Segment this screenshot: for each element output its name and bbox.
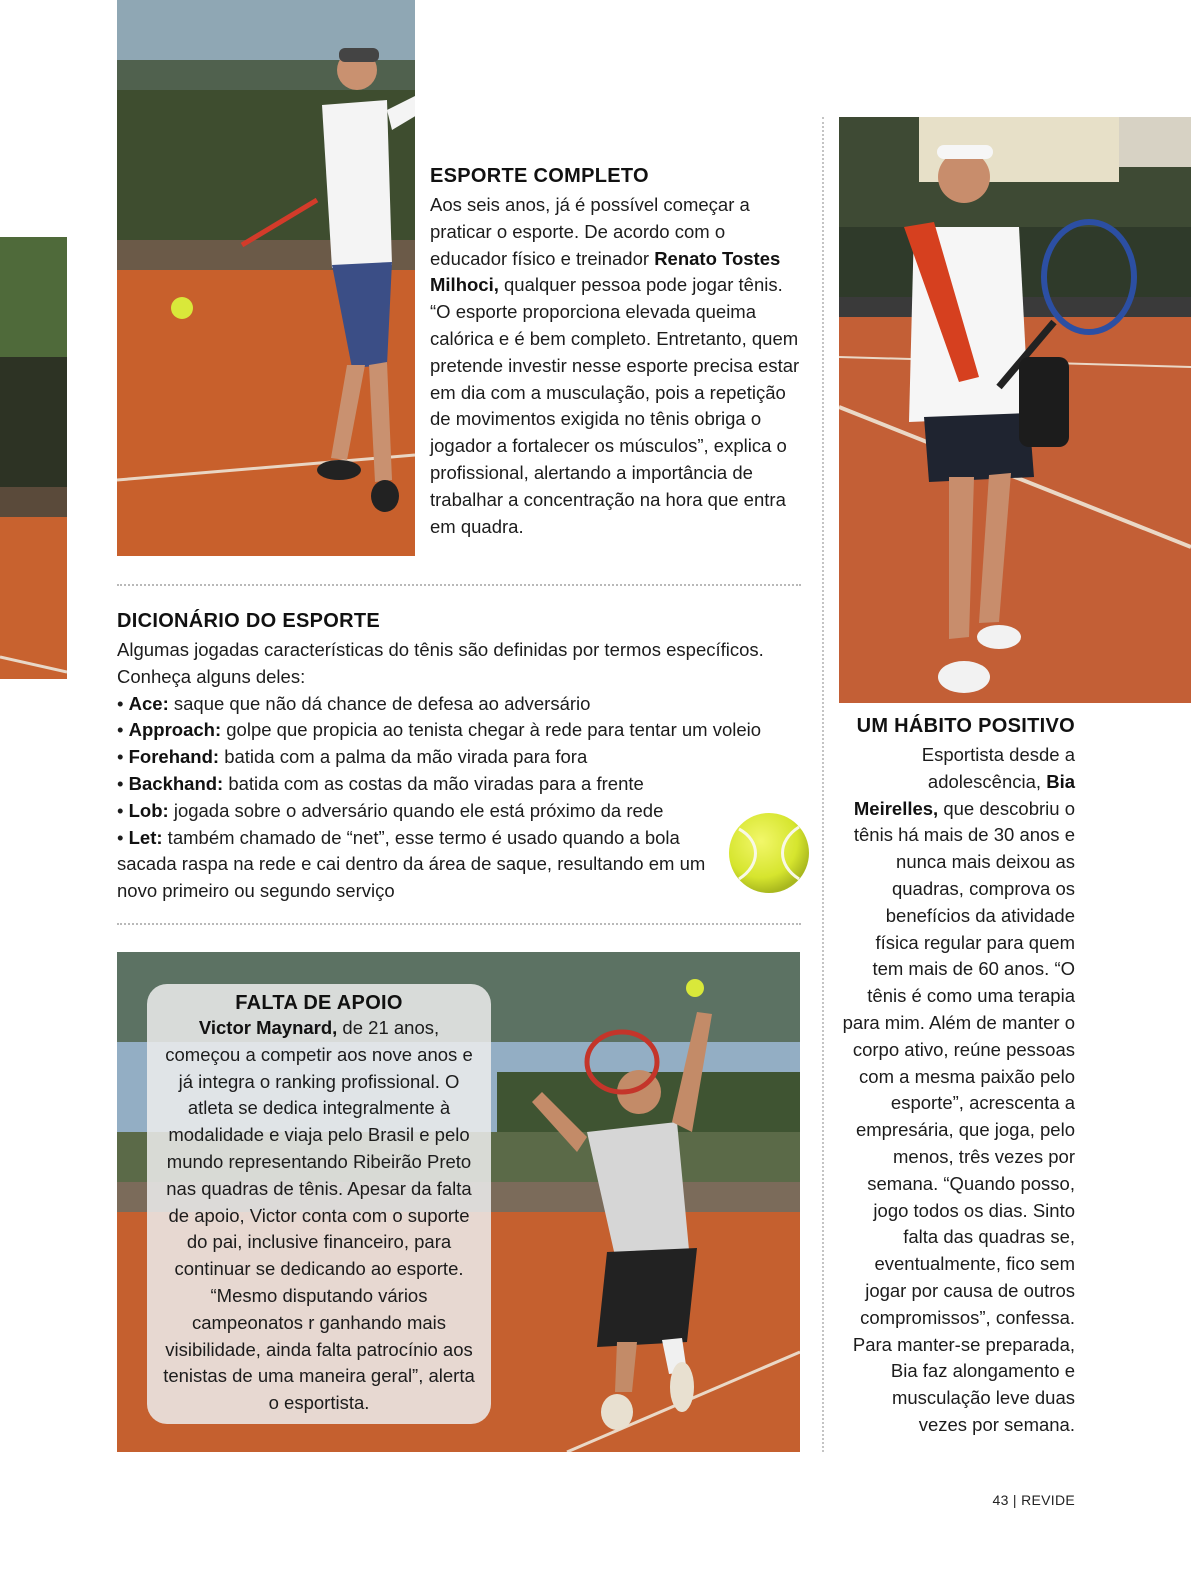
paragraph-falta-de-apoio [159, 1015, 479, 1417]
callout-falta-de-apoio [147, 984, 491, 1424]
magazine-name: REVIDE [1021, 1492, 1075, 1508]
name-victor: Victor Maynard, [198, 1017, 338, 1038]
term-list [117, 691, 807, 905]
term: Let: [128, 826, 163, 848]
term-item-lob [117, 798, 807, 825]
tennis-ball-icon [727, 811, 811, 895]
term: Approach: [128, 719, 222, 741]
term: Ace: [128, 692, 169, 714]
bullet: • [117, 799, 124, 821]
page-number: 43 [992, 1492, 1009, 1508]
term: Forehand: [128, 746, 220, 768]
heading-falta-de-apoio: FALTA DE APOIO [235, 992, 403, 1014]
text-span: qualquer pessoa pode jogar tênis. “O esporte proporciona elevada queima calórica e é bem completo. Entretanto, quem pretende investir nesse esporte precisa estar em dia com a musculação, pois a repetição de movimentos exigida no tênis obriga o jogador a fortalecer os músculos”, explica o profissional, alertando a importância de trabalhar a concentração na hora que entra em quadra. [430, 274, 800, 537]
page-footer [960, 1492, 1075, 1508]
heading-dicionario: DICIONÁRIO DO ESPORTE [117, 610, 380, 632]
definition: batida com as costas da mão viradas para a frente [223, 772, 644, 794]
definition: saque que não dá chance de defesa ao adversário [168, 692, 591, 714]
heading-habito-positivo: UM HÁBITO POSITIVO [856, 715, 1075, 737]
text-span: Esportista desde a adolescência, [921, 744, 1075, 792]
term-item-let [117, 825, 807, 905]
column-divider [822, 117, 824, 1452]
heading-esporte-completo: ESPORTE COMPLETO [430, 165, 649, 187]
text-span: de 21 anos, começou a competir aos nove anos e já integra o ranking profissional. O atleta se dedica integralmente à modalidade e viaja pelo Brasil e pelo mundo representando Ribeirão Preto nas quadras de tênis. Apesar da falta de apoio, Victor conta com o suporte do pai, inclusive financeiro, para continuar se dedicando ao esporte. “Mesmo disputando vários campeonatos r ganhando mais visibilidade, ainda falta patrocínio aos tenistas de uma maneira geral”, alerta o esportista. [163, 1017, 475, 1414]
paragraph-esporte-completo [430, 192, 805, 540]
section-dicionario [117, 610, 807, 905]
text-span: Aos seis anos, já é possível começar a praticar o esporte. De acordo com o educador físico e treinador [430, 194, 750, 269]
text-span: que descobriu o tênis há mais de 30 anos e nunca mais deixou as quadras, comprova os benefícios da atividade física regular para quem tem mais de 60 anos. “O tênis é como uma terapia para mim. Além de manter o corpo ativo, reúne pessoas com a mesma paixão pelo esporte”, acrescenta a empresária, que joga, pelo menos, três vezes por semana. “Quando posso, jogo todos os dias. Sinto falta das quadras se, eventualmente, fico sem jogar por causa de outros compromissos”, confessa. Para manter-se preparada, Bia faz alongamento e musculação leve duas vezes por semana. [842, 797, 1075, 1435]
divider-bottom [117, 923, 801, 925]
dicionario-intro: Algumas jogadas características do tênis são definidas por termos específicos. Conheça alguns deles: [117, 639, 764, 687]
bullet: • [117, 692, 124, 714]
footer-separator: | [1012, 1492, 1017, 1508]
bullet: • [117, 826, 124, 848]
term-item-ace [117, 691, 807, 718]
name-bia: Bia Meirelles, [853, 770, 1075, 819]
paragraph-habito-positivo [842, 742, 1075, 1439]
term-item-approach [117, 717, 807, 744]
definition: golpe que propicia ao tenista chegar à rede para tentar um voleio [221, 719, 762, 741]
bullet: • [117, 772, 124, 794]
name-renato: Renato Tostes Milhoci, [430, 247, 781, 296]
bullet: • [117, 746, 124, 768]
photo-bia-meirelles [839, 117, 1191, 703]
definition: jogada sobre o adversário quando ele está próximo da rede [168, 799, 664, 821]
edge-photo [0, 237, 67, 679]
term: Lob: [128, 799, 169, 821]
term: Backhand: [128, 772, 224, 794]
term-item-forehand [117, 744, 807, 771]
photo-renato-forehand [117, 0, 415, 556]
section-esporte-completo [430, 165, 805, 540]
definition: também chamado de “net”, esse termo é usado quando a bola sacada raspa na rede e cai dentro da área de saque, resultando em um novo primeiro ou segundo serviço [117, 826, 706, 902]
term-item-backhand [117, 771, 807, 798]
definition: batida com a palma da mão virada para fora [219, 746, 588, 768]
bullet: • [117, 719, 124, 741]
divider-top [117, 584, 801, 586]
section-habito-positivo [842, 715, 1075, 1439]
